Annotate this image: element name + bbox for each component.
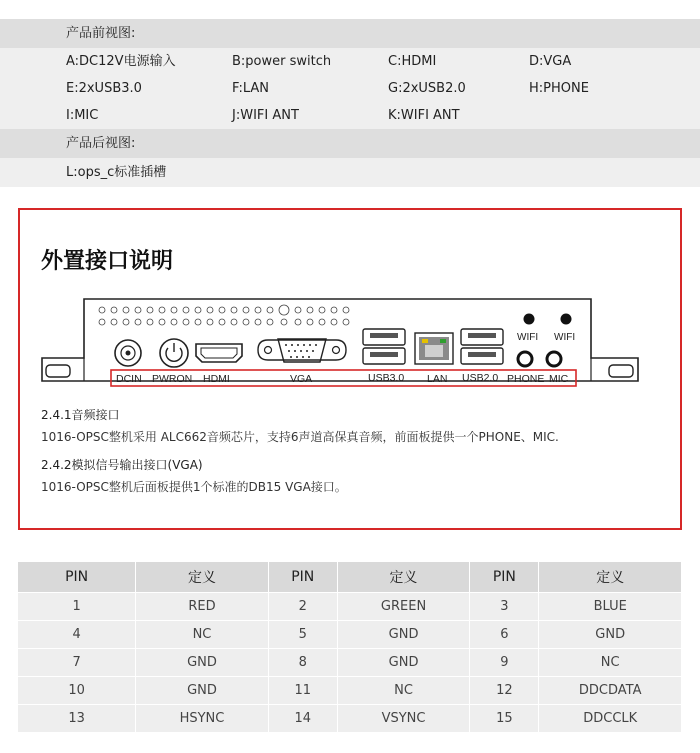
table-row bbox=[18, 621, 682, 649]
wifi-antenna bbox=[524, 314, 535, 325]
wifi-antenna bbox=[561, 314, 572, 325]
subsection-title-audio: 2.4.1音频接口 bbox=[41, 408, 120, 422]
spec-cell: F:LAN bbox=[232, 81, 270, 96]
label-wifi-1: WIFI bbox=[517, 332, 539, 343]
spec-row bbox=[0, 158, 700, 187]
pin-cell: 3 bbox=[470, 593, 539, 621]
def-cell: GND bbox=[136, 677, 268, 705]
def-cell: HSYNC bbox=[136, 705, 268, 733]
subsection-title-vga: 2.4.2模拟信号输出接口(VGA) bbox=[41, 458, 203, 472]
def-cell: DDCDATA bbox=[539, 677, 682, 705]
paragraph-audio: 1016-OPSC整机采用 ALC662音频芯片，支持6声道高保真音频，前面板提供一个PHONE、MIC. bbox=[41, 430, 559, 444]
rear-view-title: 产品后视图: bbox=[66, 136, 136, 151]
spec-row bbox=[0, 102, 700, 129]
pin-cell: 13 bbox=[18, 705, 136, 733]
def-cell: DDCCLK bbox=[539, 705, 682, 733]
def-cell: GND bbox=[337, 621, 469, 649]
rear-view-title-row bbox=[0, 129, 700, 158]
pin-cell: 9 bbox=[470, 649, 539, 677]
front-view-title: 产品前视图: bbox=[66, 26, 136, 41]
spec-cell: J:WIFI ANT bbox=[232, 108, 299, 123]
front-view-title-row bbox=[0, 19, 700, 48]
spec-cell: K:WIFI ANT bbox=[388, 108, 460, 123]
spec-cell: L:ops_c标准插槽 bbox=[66, 165, 167, 180]
label-dcin: DCIN bbox=[116, 373, 142, 385]
header-def: 定义 bbox=[136, 562, 268, 593]
vga-pin-table bbox=[17, 561, 682, 733]
label-pwron: PWRON bbox=[152, 373, 193, 385]
label-lan: LAN bbox=[427, 373, 448, 385]
spec-cell: G:2xUSB2.0 bbox=[388, 81, 466, 96]
pin-cell: 14 bbox=[268, 705, 337, 733]
spec-cell: I:MIC bbox=[66, 108, 99, 123]
header-pin: PIN bbox=[470, 562, 539, 593]
pin-cell: 5 bbox=[268, 621, 337, 649]
front-panel-illustration bbox=[40, 296, 640, 396]
spec-cell: H:PHONE bbox=[529, 81, 589, 96]
def-cell: NC bbox=[337, 677, 469, 705]
header-pin: PIN bbox=[18, 562, 136, 593]
label-phone: PHONE bbox=[507, 373, 545, 385]
spec-cell: D:VGA bbox=[529, 54, 572, 69]
front-panel-svg bbox=[40, 296, 640, 396]
table-header-row bbox=[18, 562, 682, 593]
def-cell: VSYNC bbox=[337, 705, 469, 733]
pin-cell: 2 bbox=[268, 593, 337, 621]
def-cell: GREEN bbox=[337, 593, 469, 621]
spec-cell: A:DC12V电源输入 bbox=[66, 54, 176, 69]
def-cell: GND bbox=[337, 649, 469, 677]
def-cell: GND bbox=[539, 621, 682, 649]
spec-row bbox=[0, 48, 700, 75]
label-usb2: USB2.0 bbox=[462, 372, 499, 384]
def-cell: GND bbox=[136, 649, 268, 677]
header-def: 定义 bbox=[539, 562, 682, 593]
def-cell: NC bbox=[539, 649, 682, 677]
table-row bbox=[18, 705, 682, 733]
paragraph-vga: 1016-OPSC整机后面板提供1个标准的DB15 VGA接口。 bbox=[41, 480, 347, 494]
interface-section bbox=[18, 208, 682, 530]
pin-cell: 12 bbox=[470, 677, 539, 705]
label-mic: MIC bbox=[549, 373, 569, 385]
header-pin: PIN bbox=[268, 562, 337, 593]
header-def: 定义 bbox=[337, 562, 469, 593]
table-row bbox=[18, 649, 682, 677]
label-usb3: USB3.0 bbox=[368, 372, 405, 384]
section-heading: 外置接口说明 bbox=[41, 249, 174, 274]
spec-table bbox=[0, 19, 700, 187]
pin-cell: 10 bbox=[18, 677, 136, 705]
pin-cell: 1 bbox=[18, 593, 136, 621]
pin-cell: 7 bbox=[18, 649, 136, 677]
pin-cell: 4 bbox=[18, 621, 136, 649]
spec-cell: B:power switch bbox=[232, 54, 332, 69]
label-hdmi: HDMI bbox=[203, 373, 230, 385]
label-vga: VGA bbox=[290, 373, 313, 385]
spec-cell: E:2xUSB3.0 bbox=[66, 81, 142, 96]
table-row bbox=[18, 593, 682, 621]
table-row bbox=[18, 677, 682, 705]
pin-cell: 8 bbox=[268, 649, 337, 677]
def-cell: BLUE bbox=[539, 593, 682, 621]
def-cell: NC bbox=[136, 621, 268, 649]
lan-port bbox=[415, 333, 453, 364]
spec-row bbox=[0, 75, 700, 102]
label-wifi-2: WIFI bbox=[554, 332, 576, 343]
spec-cell: C:HDMI bbox=[388, 54, 437, 69]
pin-cell: 6 bbox=[470, 621, 539, 649]
def-cell: RED bbox=[136, 593, 268, 621]
pin-cell: 15 bbox=[470, 705, 539, 733]
pin-cell: 11 bbox=[268, 677, 337, 705]
